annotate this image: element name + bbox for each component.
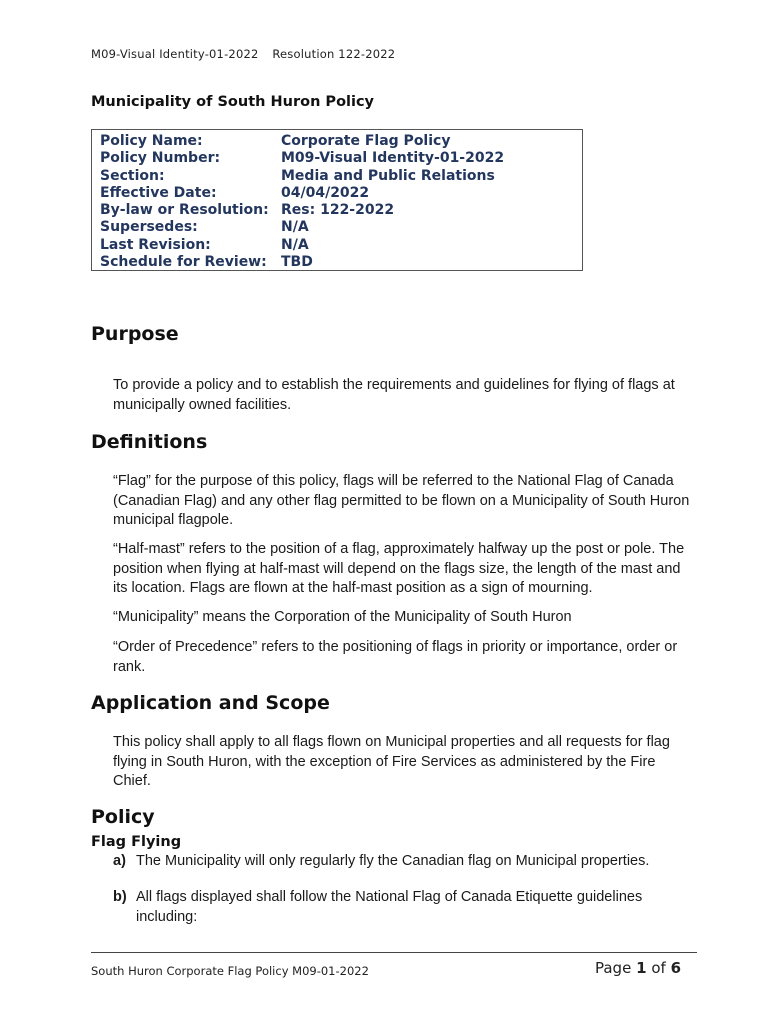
header-resolution: Resolution 122-2022 — [272, 47, 396, 61]
info-row-policy-number — [100, 150, 582, 167]
header-doc-code: M09-Visual Identity-01-2022 — [91, 47, 259, 61]
info-row-section — [100, 168, 582, 185]
info-value: 04/04/2022 — [281, 184, 370, 201]
info-value: TBD — [281, 254, 313, 271]
info-value: Corporate Flag Policy — [281, 133, 451, 149]
policy-heading: Policy — [91, 806, 155, 828]
list-item — [113, 888, 693, 927]
page-word: Page — [594, 959, 632, 977]
info-row-supersedes — [100, 219, 582, 236]
footer-title: South Huron Corporate Flag Policy M09-01-2022 — [91, 964, 369, 978]
info-label: Schedule for Review: — [100, 254, 267, 271]
info-value: M09-Visual Identity-01-2022 — [281, 150, 505, 167]
info-label: Last Revision: — [100, 236, 211, 253]
definition-flag: “Flag” for the purpose of this policy, flags will be referred to the National Flag of Canada (Canadian Flag) and any other flag permitted to be flown on a Municipality of South Huron municipal flagpole. — [113, 473, 690, 528]
info-row-policy-name — [100, 133, 582, 150]
page-number — [595, 959, 681, 977]
info-row-bylaw — [100, 202, 582, 219]
info-label: Supersedes: — [100, 219, 198, 236]
info-value: N/A — [281, 236, 309, 253]
scope-heading: Application and Scope — [91, 692, 330, 714]
definitions-heading: Definitions — [91, 431, 208, 453]
info-label: By-law or Resolution: — [100, 202, 269, 219]
page-total: 6 — [670, 959, 681, 977]
of-word: of — [651, 959, 666, 977]
purpose-text: To provide a policy and to establish the requirements and guidelines for flying of flags at municipally owned facilities. — [113, 377, 675, 413]
policy-info-box — [91, 129, 583, 271]
policy-title: Municipality of South Huron Policy — [91, 94, 375, 110]
info-row-effective-date — [100, 185, 582, 202]
info-row-last-revision — [100, 237, 582, 254]
list-item — [113, 852, 693, 872]
info-label: Section: — [100, 167, 165, 184]
info-label: Policy Number: — [100, 150, 221, 167]
running-header — [91, 47, 395, 61]
info-value: Media and Public Relations — [281, 167, 495, 184]
page-current: 1 — [636, 959, 647, 977]
list-text: All flags displayed shall follow the National Flag of Canada Etiquette guidelines including: — [136, 889, 643, 925]
definition-order-of-precedence: “Order of Precedence” refers to the positioning of flags in priority or importance, order or rank. — [113, 639, 678, 675]
purpose-heading: Purpose — [91, 323, 179, 345]
info-row-schedule-review — [100, 254, 582, 271]
info-label: Effective Date: — [100, 184, 217, 201]
definition-half-mast: “Half-mast” refers to the position of a flag, approximately halfway up the post or pole. The position when flying at half-mast will depend on the flags size, the length of the mast and its location. Flags are flown at the half-mast position as a sign of mourning. — [113, 541, 685, 596]
footer-divider — [91, 952, 697, 953]
list-marker: b) — [113, 889, 127, 905]
scope-text: This policy shall apply to all flags flown on Municipal properties and all requests for flag flying in South Huron, with the exception of Fire Services as administered by the Fire Chief. — [113, 734, 670, 789]
list-marker: a) — [113, 853, 126, 869]
info-value: N/A — [281, 219, 309, 236]
definition-municipality: “Municipality” means the Corporation of the Municipality of South Huron — [113, 609, 572, 625]
list-text: The Municipality will only regularly fly the Canadian flag on Municipal properties. — [136, 853, 650, 869]
info-value: Res: 122-2022 — [281, 202, 395, 219]
flag-flying-subheading: Flag Flying — [91, 834, 182, 850]
info-label: Policy Name: — [100, 133, 203, 149]
